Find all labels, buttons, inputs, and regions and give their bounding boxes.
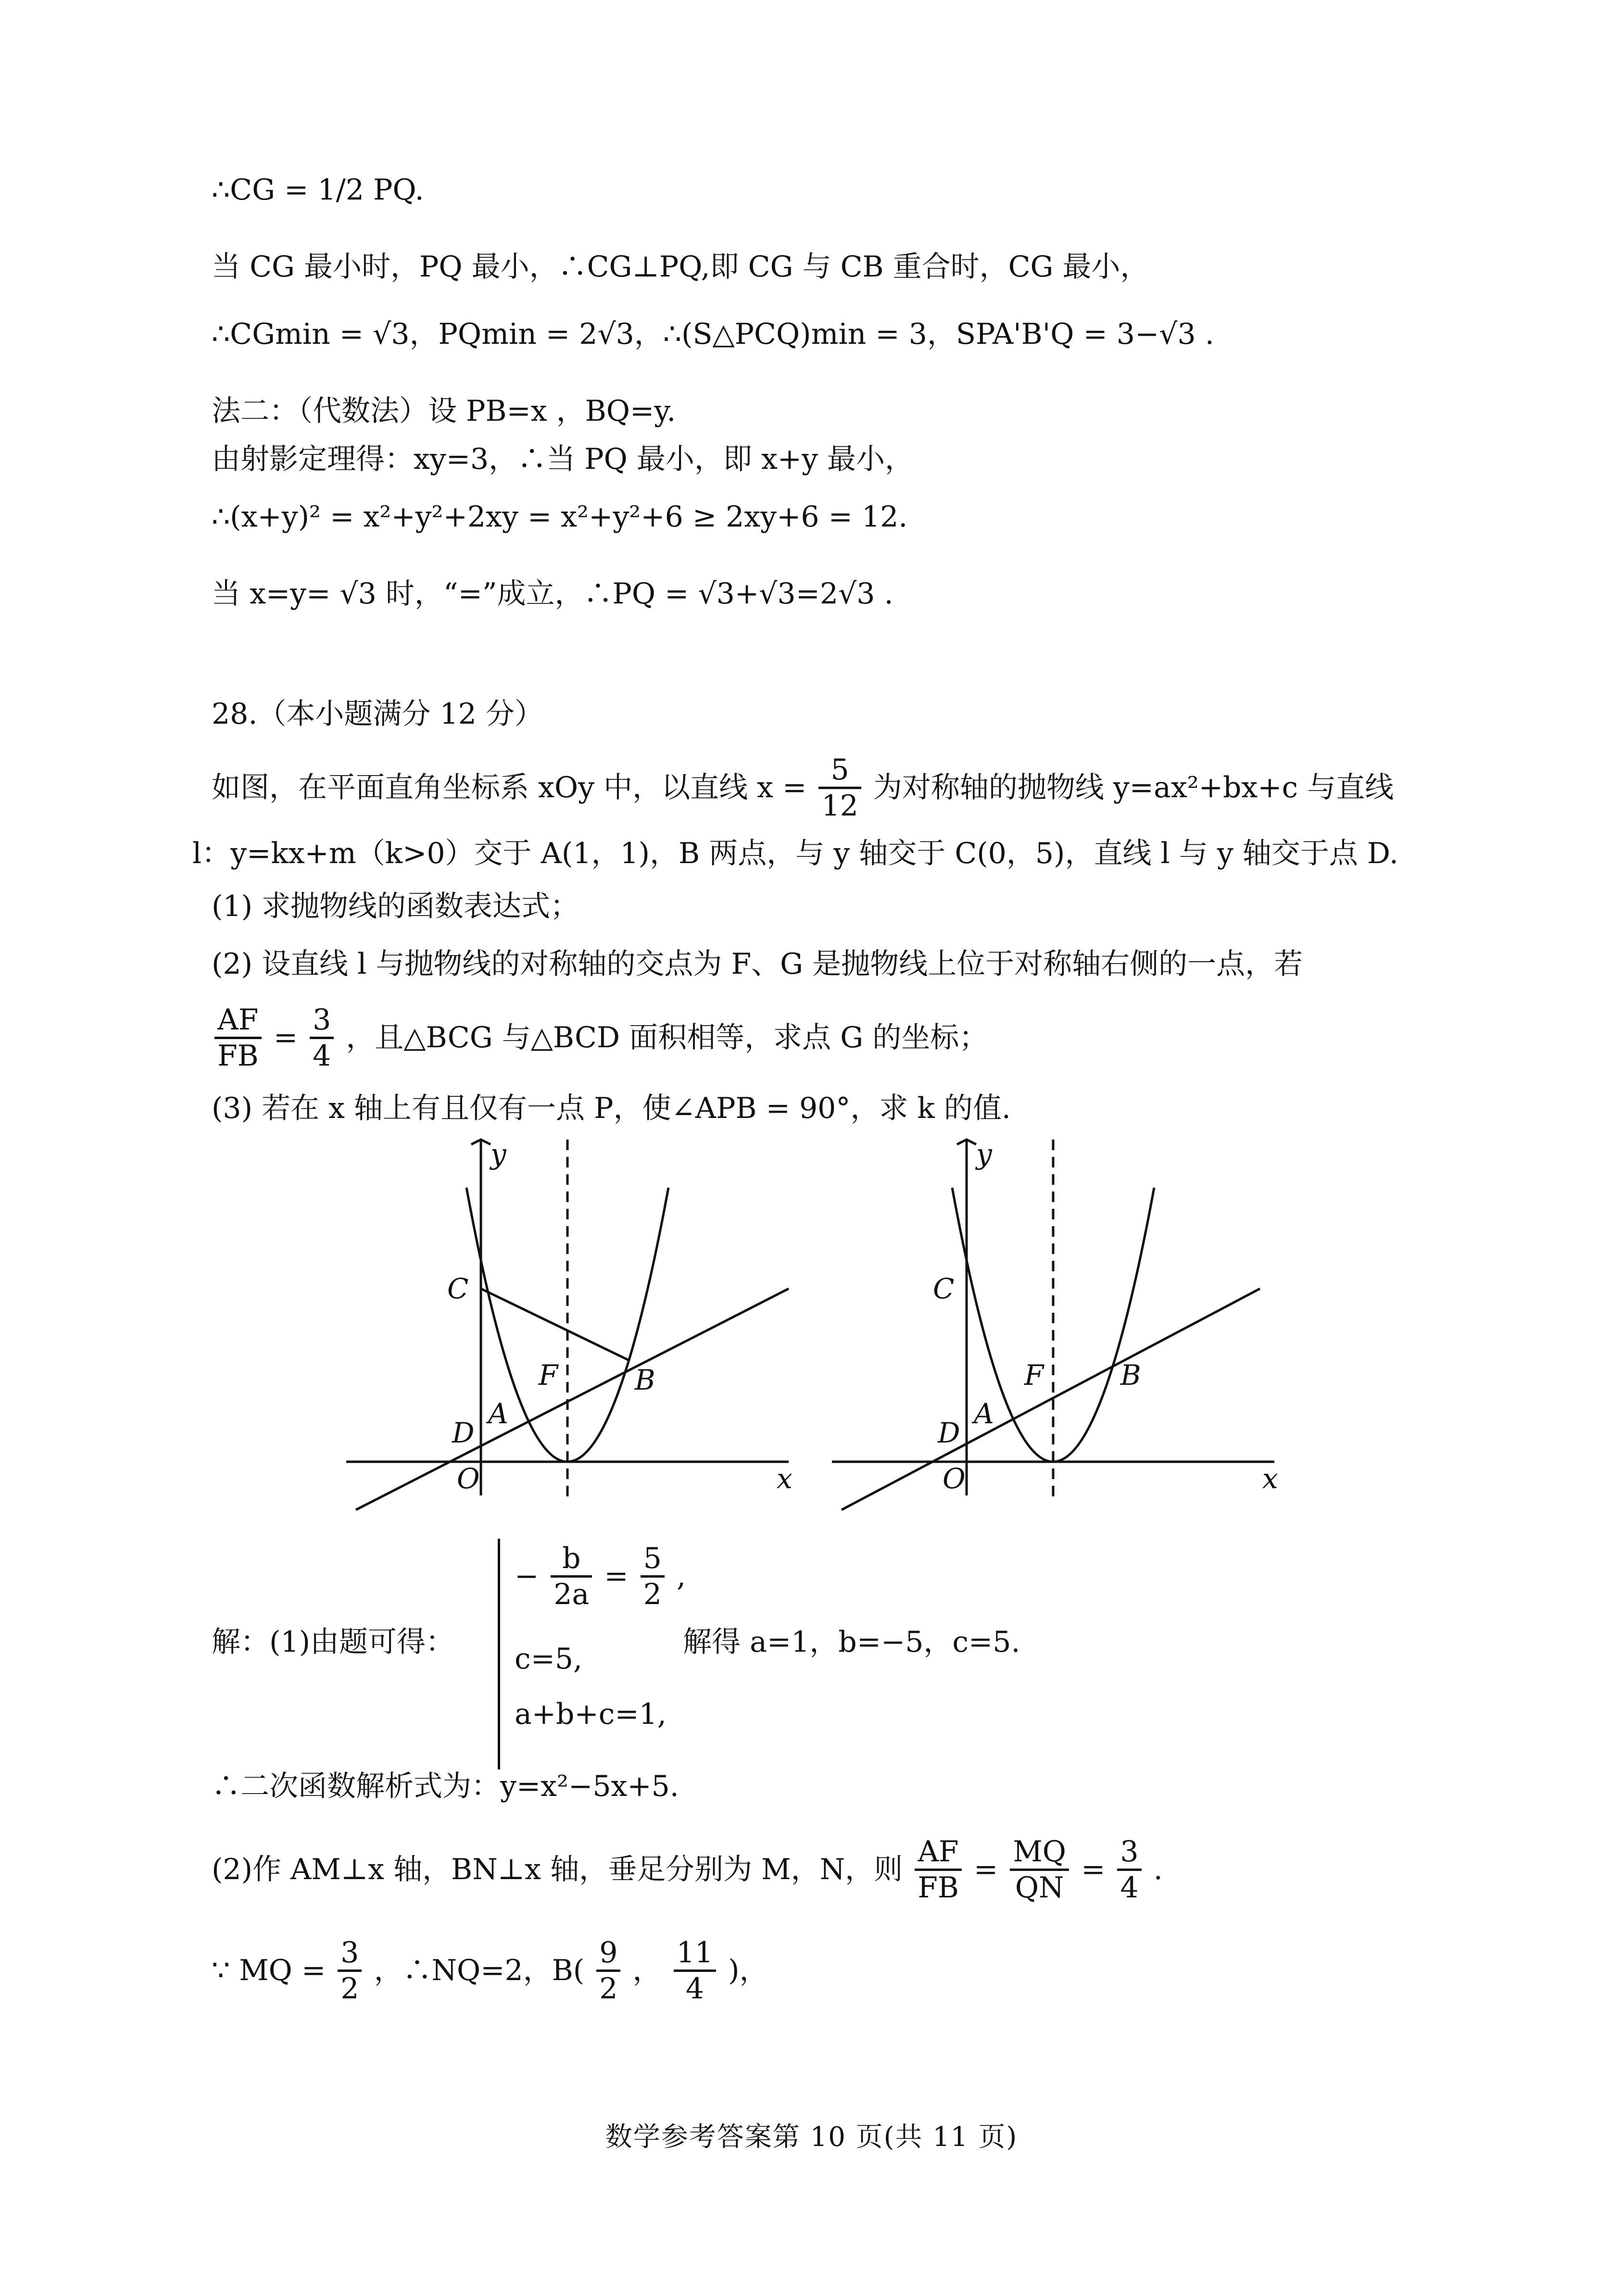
fraction <box>551 1542 592 1611</box>
fraction-numerator: 9 <box>596 1936 620 1972</box>
label-D: D <box>452 1417 475 1449</box>
equals-sign: = <box>1081 1853 1106 1887</box>
fraction-numerator: 5 <box>641 1542 665 1578</box>
fraction <box>1117 1835 1141 1905</box>
system-row-2: c=5, <box>515 1642 583 1676</box>
fraction-numerator: 3 <box>310 1003 334 1039</box>
system-row-3: a+b+c=1, <box>515 1697 667 1731</box>
fraction-numerator: 3 <box>1117 1835 1141 1871</box>
question-part2-line1: (2) 设直线 l 与抛物线的对称轴的交点为 F、G 是抛物线上位于对称轴右侧的一点，若 <box>212 947 1303 981</box>
text-segment: . <box>1153 1853 1163 1887</box>
fraction-numerator: 5 <box>818 753 861 789</box>
fraction-numerator: 11 <box>674 1936 716 1972</box>
figure-left <box>327 1130 837 1515</box>
fraction-numerator: MQ <box>1010 1835 1069 1871</box>
fraction-numerator: AF <box>915 1835 962 1871</box>
label-y: y <box>976 1138 992 1170</box>
text-segment: ∵ MQ = <box>212 1954 326 1988</box>
question-part2-line2 <box>212 1005 988 1075</box>
fraction-denominator: 2a <box>554 1578 590 1611</box>
solution-part2 <box>212 1837 1163 1907</box>
fraction-denominator: QN <box>1015 1871 1064 1905</box>
label-C: C <box>447 1272 469 1305</box>
equals-sign: = <box>974 1853 998 1887</box>
text-segment: 为对称轴的抛物线 y=ax²+bx+c 与直线 <box>873 771 1394 805</box>
label-F: F <box>539 1359 558 1392</box>
text-segment: (2)作 AM⊥x 轴，BN⊥x 轴，垂足分别为 M，N，则 <box>212 1853 903 1887</box>
solution-result: 解得 a=1，b=−5，c=5. <box>683 1625 1020 1659</box>
text-segment: 如图，在平面直角坐标系 xOy 中，以直线 x = <box>212 771 807 805</box>
fraction <box>310 1003 334 1073</box>
solution-intro: 解：(1)由题可得： <box>212 1625 454 1659</box>
fraction-denominator: 4 <box>1120 1871 1139 1905</box>
label-x: x <box>1262 1462 1278 1495</box>
fraction <box>674 1936 716 2006</box>
fraction <box>818 753 861 823</box>
fraction-denominator: 12 <box>821 789 858 823</box>
fraction-denominator: FB <box>217 1039 259 1073</box>
text-segment: , <box>677 1559 686 1593</box>
text-line: ∴CG = 1/2 PQ. <box>212 173 424 207</box>
fraction-denominator: FB <box>918 1871 959 1905</box>
fraction <box>596 1936 620 2006</box>
fraction <box>641 1542 665 1611</box>
fraction-denominator: 2 <box>643 1578 662 1611</box>
label-F: F <box>1024 1359 1044 1392</box>
text-segment: )， <box>728 1954 768 1988</box>
label-A: A <box>488 1397 508 1430</box>
fraction-denominator: 4 <box>313 1039 331 1073</box>
text-segment: ， <box>632 1954 662 1988</box>
label-B: B <box>1120 1359 1141 1392</box>
text-line: 当 x=y= √3 时，“=”成立，∴PQ = √3+√3=2√3 . <box>212 577 893 611</box>
equation-system <box>498 1539 702 1769</box>
question-part1: (1) 求抛物线的函数表达式； <box>212 890 579 923</box>
fraction-numerator: b <box>551 1542 592 1578</box>
text-line: 由射影定理得：xy=3，∴当 PQ 最小，即 x+y 最小， <box>212 442 914 476</box>
page-footer: 数学参考答案第 10 页(共 11 页) <box>605 2121 1018 2153</box>
fraction <box>338 1936 362 2006</box>
text-line: 法二：（代数法）设 PB=x ，BQ=y. <box>212 394 676 428</box>
fraction <box>915 1835 962 1905</box>
text-segment: − <box>515 1559 539 1593</box>
fraction <box>214 1003 262 1073</box>
text-line: ∴CGmin = √3，PQmin = 2√3，∴(S△PCQ)min = 3，SPA'B'Q = 3−√3 . <box>212 317 1214 351</box>
question-stem-line2: l：y=kx+m（k>0）交于 A(1，1)，B 两点，与 y 轴交于 C(0，5)，直线 l 与 y 轴交于点 D. <box>192 837 1398 870</box>
label-D: D <box>938 1417 960 1449</box>
question-header: 28.（本小题满分 12 分） <box>212 697 543 731</box>
text-segment: ，且△BCG 与△BCD 面积相等，求点 G 的坐标； <box>346 1021 988 1055</box>
system-row-1 <box>515 1543 686 1613</box>
figure-right <box>813 1130 1322 1515</box>
fraction-denominator: 2 <box>599 1972 618 2006</box>
equals-sign: = <box>273 1021 298 1055</box>
label-A: A <box>974 1397 994 1430</box>
text-segment: ，∴NQ=2，B( <box>374 1954 585 1988</box>
label-O: O <box>943 1462 966 1495</box>
fraction-numerator: AF <box>214 1003 262 1039</box>
label-B: B <box>635 1364 655 1396</box>
text-line: 当 CG 最小时，PQ 最小，∴CG⊥PQ,即 CG 与 CB 重合时，CG 最小， <box>212 250 1149 284</box>
label-C: C <box>933 1272 955 1305</box>
fraction-denominator: 4 <box>685 1972 704 2006</box>
fraction-denominator: 2 <box>340 1972 359 2006</box>
solution-last-line <box>212 1938 768 2007</box>
fraction-numerator: 3 <box>338 1936 362 1972</box>
label-x: x <box>777 1462 793 1495</box>
label-y: y <box>491 1138 506 1170</box>
label-O: O <box>457 1462 480 1495</box>
question-stem-line1 <box>212 755 1394 825</box>
equals-sign: = <box>604 1559 629 1593</box>
solution-analytic: ∴二次函数解析式为：y=x²−5x+5. <box>212 1769 679 1803</box>
fraction <box>1010 1835 1069 1905</box>
question-part3: (3) 若在 x 轴上有且仅有一点 P，使∠APB = 90°，求 k 的值. <box>212 1092 1011 1125</box>
line-l <box>842 1289 1260 1510</box>
text-line: ∴(x+y)² = x²+y²+2xy = x²+y²+6 ≥ 2xy+6 = 12. <box>212 500 908 534</box>
line-l <box>356 1289 789 1510</box>
